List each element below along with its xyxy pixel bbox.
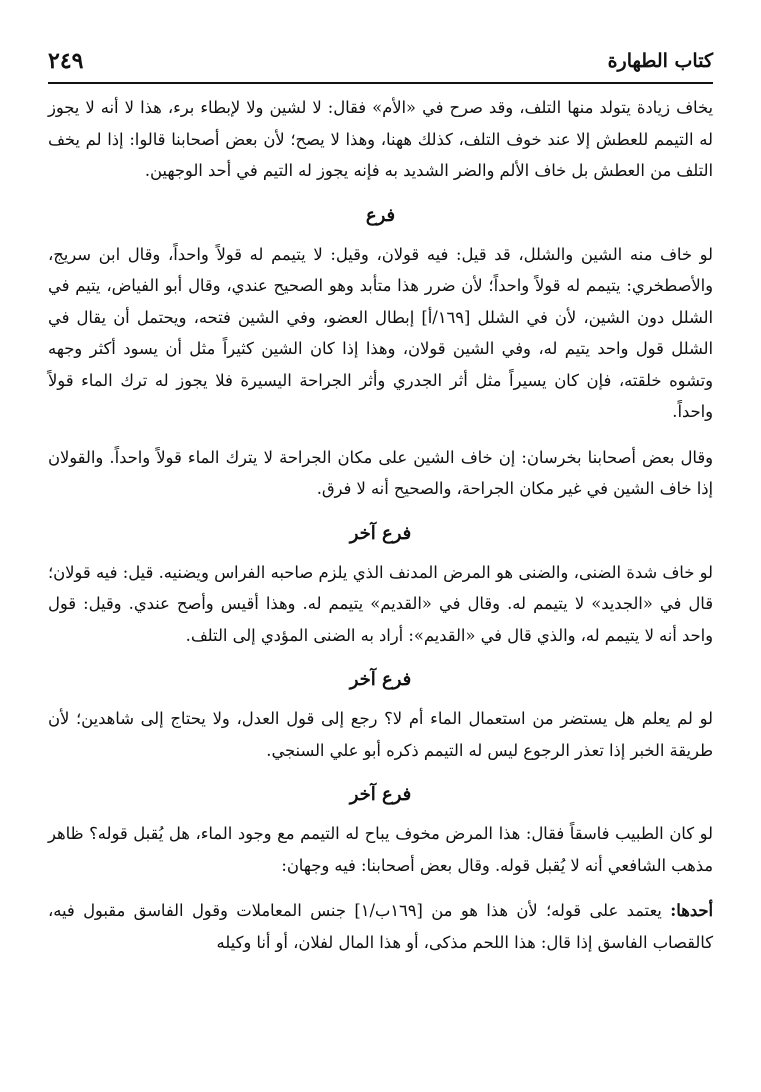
running-title: كتاب الطهارة bbox=[607, 50, 713, 72]
paragraph-2: لو خاف منه الشين والشلل، قد قيل: فيه قولان، وقيل: لا يتيمم له قولاً واحداً، وقال ابن سريج، والأصطخري: يتيمم له قولاً واحداً؛ لأن ضرر هذا متأبد وهو الصحيح عندي، وقال أبو الفياض، يتيم في الشلل دون الشين، لأن في الشلل [١٦٩/أ] إبطال العضو، وفي الشين فتحه، ويحتمل أن يقال في الشلل قول واحد يتيم له، وفي الشين قولان، وهذا إذا كان الشين كثيراً مثل أن يسود أكثر وجهه وتشوه خلقته، فإن كان يسيراً مثل أثر الجدري وأثر الجراحة اليسيرة فلا يجوز له ترك الماء قولاً واحداً. bbox=[48, 244, 713, 421]
paragraph-4: لو خاف شدة الضنى، والضنى هو المرض المدنف الذي يلزم صاحبه الفراس ويضنيه. قيل: فيه قولان؛ قال في «الجديد» لا يتيمم له. وقال في «القديم» يتيمم له. وهذا أقيس وأصح عندي. وقيل: قول واحد أنه لا يتيمم له، والذي قال في «القديم»: أراد به الضنى المؤدي إلى التلف. bbox=[48, 562, 713, 645]
paragraph-7-text: يعتمد على قوله؛ لأن هذا هو من [١٦٩ب/١] جنس المعاملات وقول الفاسق مقبول فيه، كالقصاب الفاسق إذا قال: هذا اللحم مذكى، أو هذا المال لفلان، أو أنا وكيله bbox=[48, 901, 713, 952]
section-heading-3: فرع آخر bbox=[349, 669, 412, 690]
paragraph-5: لو لم يعلم هل يستضر من استعمال الماء أم لا؟ رجع إلى قول العدل، ولا يحتاج إلى شاهدين؛ لأن طريقة الخبر إذا تعذر الرجوع ليس له التيمم ذكره أبو علي السنجي. bbox=[48, 709, 713, 760]
page-content bbox=[48, 92, 713, 1082]
paragraph-3: وقال بعض أصحابنا بخرسان: إن خاف الشين على مكان الجراحة لا يترك الماء قولاً واحداً. والقولان إذا خاف الشين في غير مكان الجراحة، والصحيح أنه لا فرق. bbox=[48, 447, 713, 498]
section-heading-2: فرع آخر bbox=[349, 522, 412, 544]
section-heading-1: فرع bbox=[365, 204, 396, 226]
section-heading-4: فرع آخر bbox=[349, 784, 412, 805]
paragraph-1: يخاف زيادة يتولد منها التلف، وقد صرح في «الأم» فقال: لا لشين ولا لإبطاء برء، هذا لا أنه لا يجوز له التيمم للعطش إلا عند خوف التلف، كذلك ههنا، وهذا لا يصح؛ لأن بعض أصحابنا قالوا: إذا لم يخف التلف من العطش بل خاف الألم والضر الشديد به فإنه يجوز له التيم في أحد الوجهين. bbox=[48, 98, 713, 180]
paragraph-6: لو كان الطبيب فاسقاً فقال: هذا المرض مخوف يباح له التيمم مع وجود الماء، هل يُقبل قوله؟ ظاهر مذهب الشافعي أنه لا يُقبل قوله. وقال بعض أصحابنا: فيه وجهان: bbox=[48, 824, 713, 875]
paragraph-7-label: أحدها: bbox=[670, 901, 713, 920]
page-header bbox=[48, 46, 713, 84]
paragraph-7 bbox=[48, 895, 713, 958]
page-number: ٢٤٩ bbox=[48, 48, 84, 74]
